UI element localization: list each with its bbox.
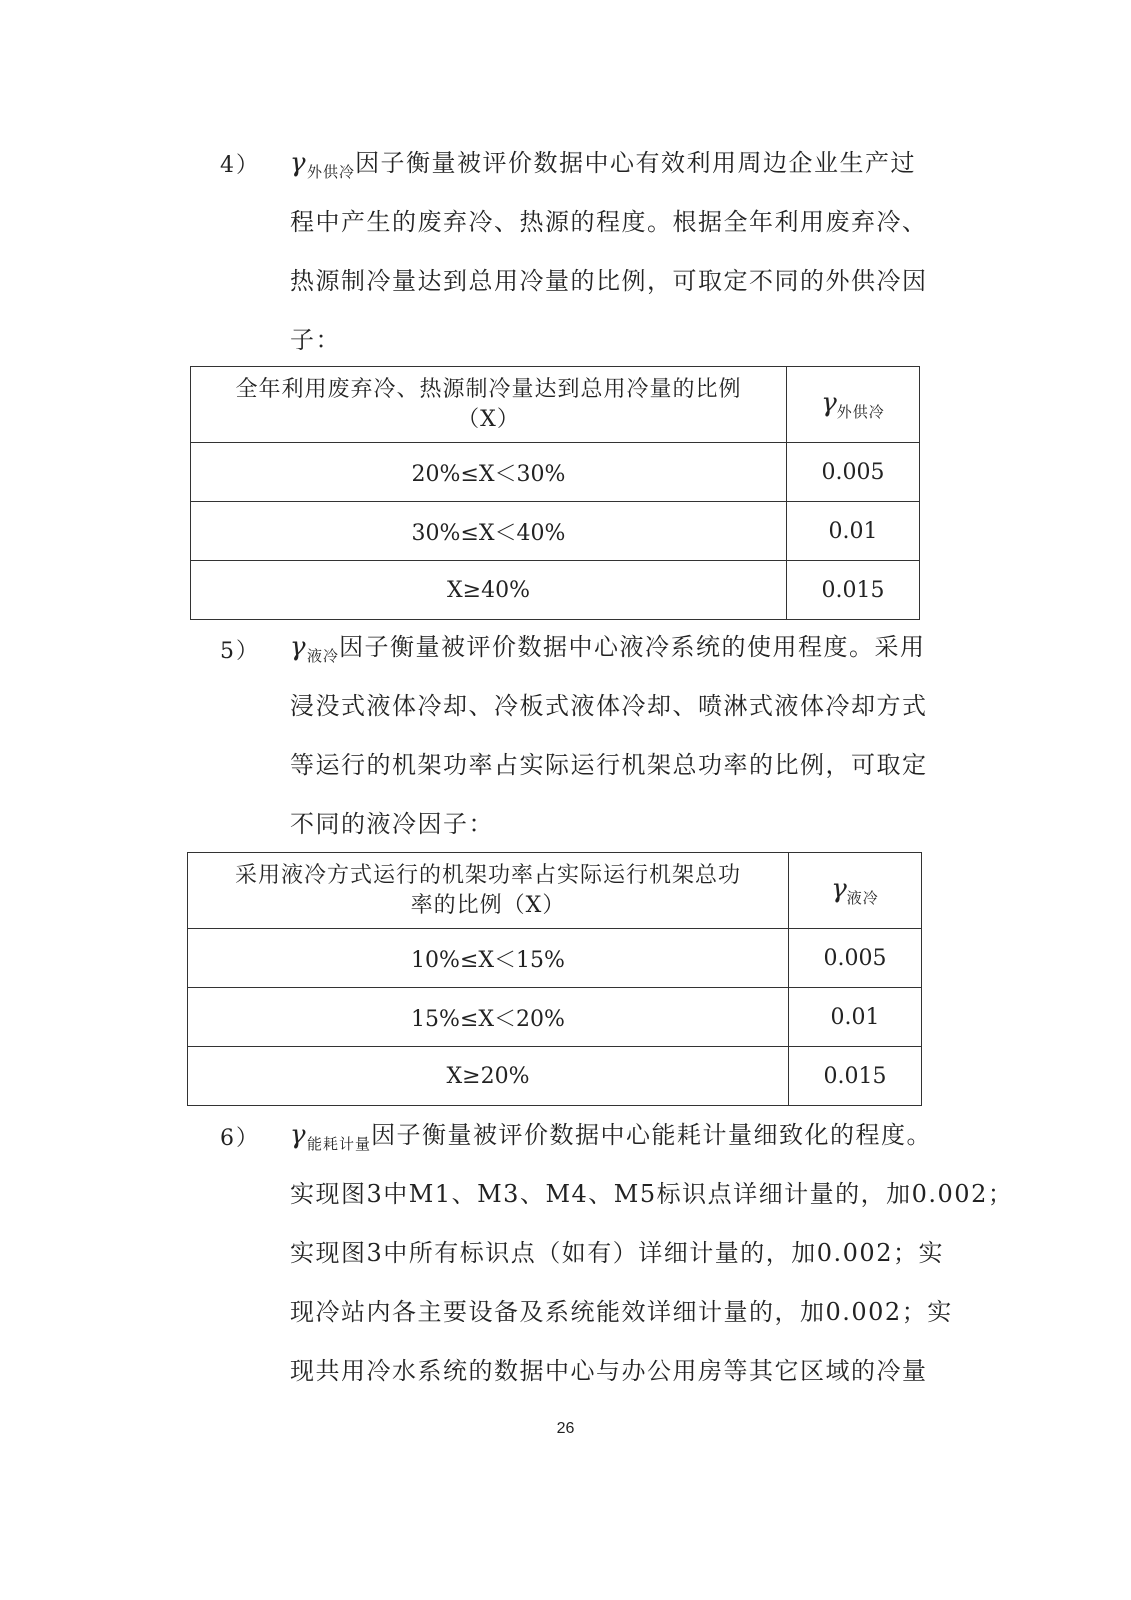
line-text: 因子衡量被评价数据中心有效利用周边企业生产过: [355, 149, 917, 177]
gamma-subscript: 能耗计量: [307, 1135, 372, 1153]
paragraph-line: 程中产生的废弃冷、热源的程度。根据全年利用废弃冷、: [290, 208, 928, 236]
value-cell: 0.015: [789, 1047, 922, 1106]
line-text: 因子衡量被评价数据中心能耗计量细致化的程度。: [371, 1121, 933, 1149]
gamma-subscript: 液冷: [846, 888, 879, 907]
header-line: 率的比例（X）: [410, 892, 566, 918]
range-cell: X≥40%: [191, 561, 787, 620]
value-cell: 0.005: [787, 443, 920, 502]
table-external-cooling: [190, 366, 920, 620]
header-line: 全年利用废弃冷、热源制冷量达到总用冷量的比例: [235, 376, 742, 402]
range-cell: 20%≤X＜30%: [191, 443, 787, 502]
table-row: [188, 988, 922, 1047]
table-liquid-cooling: [187, 852, 922, 1106]
paragraph-4: [290, 134, 940, 370]
gamma-symbol: γ: [821, 387, 837, 418]
paragraph-line: 等运行的机架功率占实际运行机架总功率的比例，可取定: [290, 751, 928, 779]
item-number-6: 6）: [220, 1126, 260, 1151]
page-number: 26: [556, 1420, 575, 1437]
table-row: [191, 443, 920, 502]
paragraph-line: 热源制冷量达到总用冷量的比例，可取定不同的外供冷因: [290, 267, 928, 295]
paragraph-line: [290, 1106, 940, 1165]
paragraph-line: [290, 134, 940, 193]
gamma-symbol: γ: [290, 632, 308, 662]
gamma-symbol: γ: [831, 873, 847, 904]
range-cell: 10%≤X＜15%: [188, 929, 789, 988]
paragraph-5: [290, 618, 940, 854]
paragraph-line: 实现图3中所有标识点（如有）详细计量的，加0.002；实: [290, 1239, 944, 1267]
line-text: 因子衡量被评价数据中心液冷系统的使用程度。采用: [339, 633, 926, 661]
paragraph-line: 不同的液冷因子：: [290, 810, 494, 838]
paragraph-6: [290, 1106, 1014, 1401]
paragraph-line: [290, 618, 940, 677]
range-cell: X≥20%: [188, 1047, 789, 1106]
value-cell: 0.005: [789, 929, 922, 988]
paragraph-line: 浸没式液体冷却、冷板式液体冷却、喷淋式液体冷却方式: [290, 692, 928, 720]
header-line: 采用液冷方式运行的机架功率占实际运行机架总功: [234, 862, 741, 888]
table-row: [188, 1047, 922, 1106]
value-cell: 0.015: [787, 561, 920, 620]
table-row: [188, 929, 922, 988]
range-cell: 30%≤X＜40%: [191, 502, 787, 561]
value-cell: 0.01: [789, 988, 922, 1047]
gamma-symbol: γ: [290, 148, 308, 178]
table-row: [191, 502, 920, 561]
header-line: （X）: [457, 406, 520, 432]
table-header-gamma: [787, 367, 920, 443]
table-header-gamma: [789, 853, 922, 929]
table-header-ratio: [188, 853, 789, 929]
paragraph-line: 实现图3中M1、M3、M4、M5标识点详细计量的，加0.002；: [290, 1180, 1014, 1208]
gamma-subscript: 外供冷: [307, 163, 356, 181]
value-cell: 0.01: [787, 502, 920, 561]
item-number-5: 5）: [220, 639, 260, 664]
item-number-4: 4）: [220, 153, 260, 178]
gamma-subscript: 外供冷: [836, 402, 885, 421]
table-row: [191, 561, 920, 620]
paragraph-line: 子：: [290, 326, 341, 354]
gamma-subscript: 液冷: [307, 647, 340, 665]
paragraph-line: 现冷站内各主要设备及系统能效详细计量的，加0.002；实: [290, 1298, 953, 1326]
gamma-symbol: γ: [290, 1120, 308, 1150]
range-cell: 15%≤X＜20%: [188, 988, 789, 1047]
paragraph-line: 现共用冷水系统的数据中心与办公用房等其它区域的冷量: [290, 1357, 928, 1385]
table-header-ratio: [191, 367, 787, 443]
